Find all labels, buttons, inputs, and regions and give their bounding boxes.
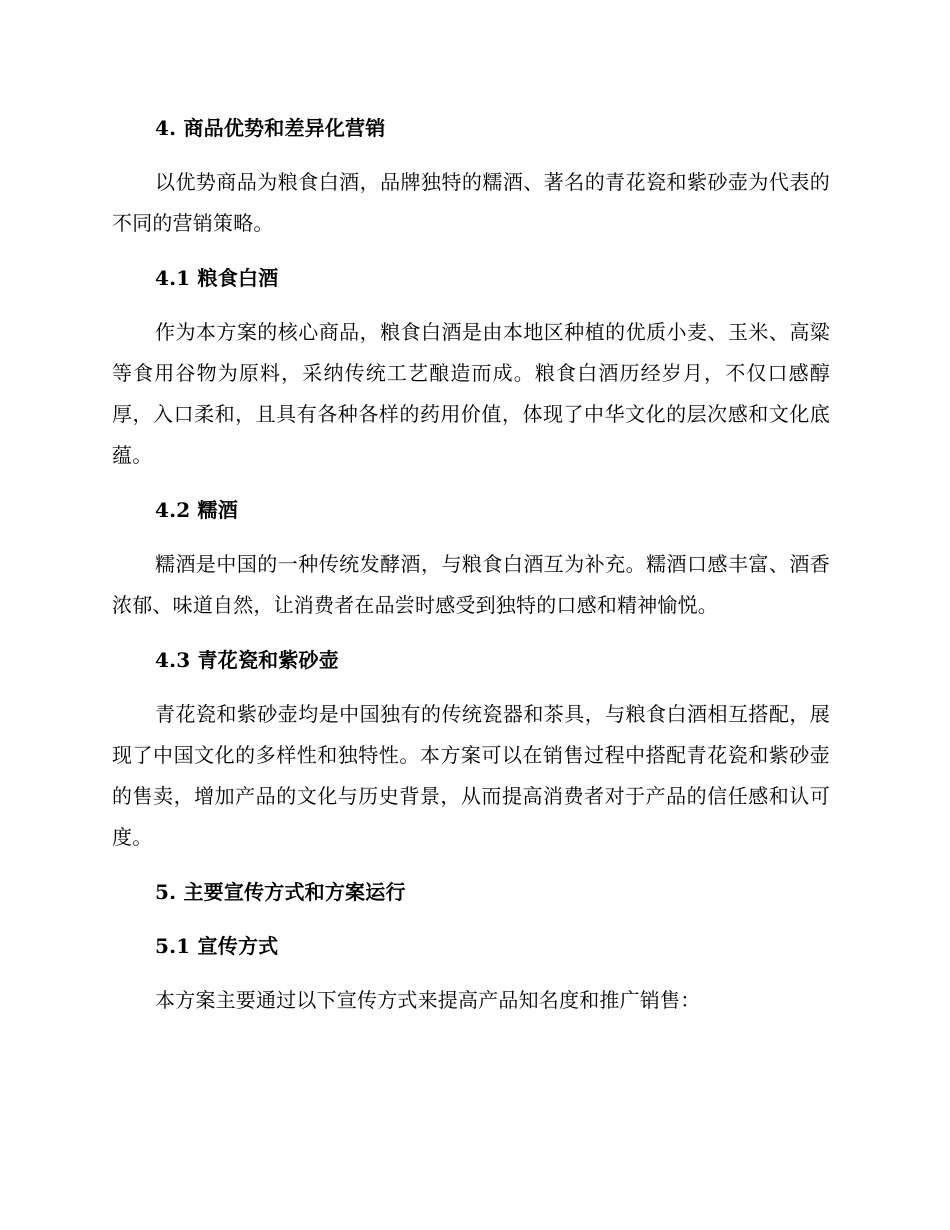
section-heading-5: 5. 主要宣传方式和方案运行 <box>155 880 406 904</box>
section-paragraph-4-3: 青花瓷和紫砂壶均是中国独有的传统瓷器和茶具，与粮食白酒相互搭配，展现了中国文化的多样性和独特性。本方案可以在销售过程中搭配青花瓷和紫砂壶的售卖，增加产品的文化与历史背景，从而提高消费者对于产品的信任感和认可度。 <box>112 702 830 849</box>
section-paragraph-5-1: 本方案主要通过以下宣传方式来提高产品知名度和推广销售： <box>155 988 701 1012</box>
section-paragraph-4-2: 糯酒是中国的一种传统发酵酒，与粮食白酒互为补充。糯酒口感丰富、酒香浓郁、味道自然，让消费者在品尝时感受到独特的口感和精神愉悦。 <box>112 552 830 617</box>
section-heading-4-1: 4.1 粮食白酒 <box>155 266 279 290</box>
section-heading-4-3: 4.3 青花瓷和紫砂壶 <box>155 648 339 672</box>
section-paragraph-4: 以优势商品为粮食白酒，品牌独特的糯酒、著名的青花瓷和紫砂壶为代表的不同的营销策略。 <box>112 170 830 235</box>
document-body <box>112 108 830 1021</box>
section-paragraph-4-1: 作为本方案的核心商品，粮食白酒是由本地区种植的优质小麦、玉米、高粱等食用谷物为原料，采纳传统工艺酿造而成。粮食白酒历经岁月，不仅口感醇厚，入口柔和，且具有各种各样的药用价值，体现了中华文化的层次感和文化底蕴。 <box>112 320 830 467</box>
section-heading-4-2: 4.2 糯酒 <box>155 498 238 522</box>
section-heading-5-1: 5.1 宣传方式 <box>155 934 279 958</box>
section-heading-4: 4. 商品优势和差异化营销 <box>155 116 386 140</box>
